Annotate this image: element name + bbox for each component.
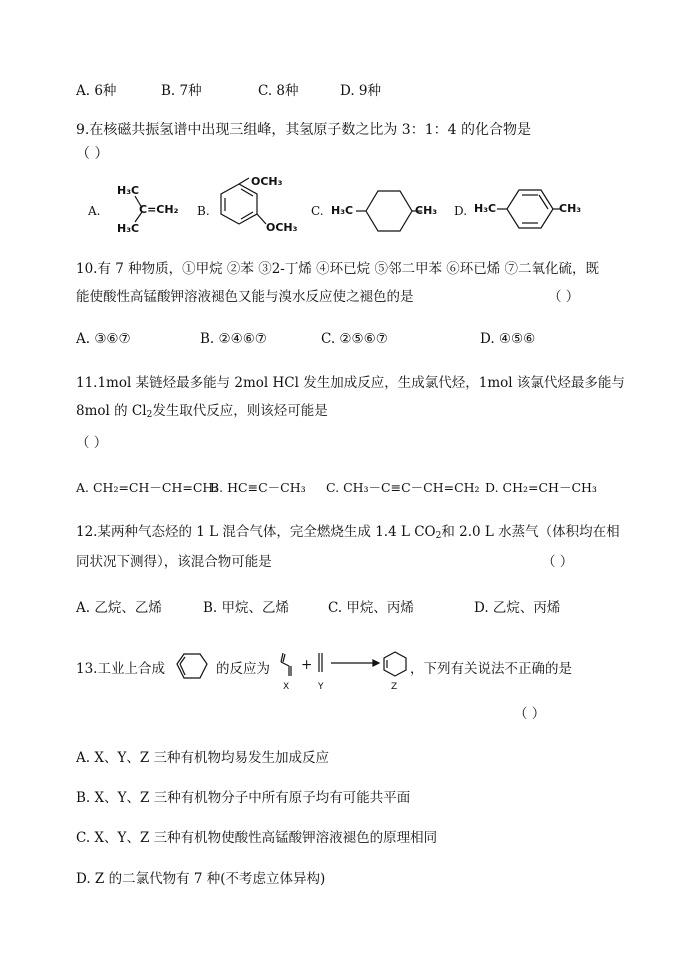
q9-a-bonds: [130, 190, 160, 230]
q11-stem-line1: 11.1mol 某链烃最多能与 2mol HCl 发生加成反应，生成氯代烃，1mol 该氯代烃最多能与: [76, 375, 625, 391]
q9-label-c: C.: [311, 204, 324, 218]
q9-a-ch3-bottom: H₃C: [117, 222, 140, 235]
q12-option-c: C. 甲烷、丙烯: [328, 600, 414, 616]
q13-option-d: D. Z 的二氯代物有 7 种(不考虑立体异构): [76, 871, 326, 887]
q9-c-ch3-right: CH₃: [415, 204, 438, 217]
q10-option-b: B. ②④⑥⑦: [200, 331, 267, 347]
q13-ethylene-y-icon: [315, 650, 327, 680]
q9-c-ch3-left: H₃C: [331, 204, 354, 217]
q9-label-d: D.: [454, 204, 468, 218]
q12-option-a: A. 乙烷、乙烯: [76, 600, 162, 616]
q13-plus-sign: +: [301, 657, 313, 673]
q13-butadiene-x-icon: [278, 650, 298, 680]
q13-stem-pre: 13.工业上合成: [76, 661, 165, 677]
q11-option-c: C. CH₃－C≡C－CH=CH₂: [326, 480, 480, 495]
q13-option-c: C. X、Y、Z 三种有机物使酸性高锰酸钾溶液褪色的原理相同: [76, 830, 438, 846]
q13-stem-mid: 的反应为: [216, 661, 270, 677]
q10-option-a: A. ③⑥⑦: [76, 331, 131, 347]
q8-option-b: B. 7种: [161, 83, 202, 99]
q8-option-a: A. 6种: [76, 83, 117, 99]
q13-stem-post: ，下列有关说法不正确的是: [410, 661, 572, 677]
q10-answer-paren: （ ）: [548, 289, 580, 305]
q11-option-d: D. CH₂=CH－CH₃: [485, 480, 597, 495]
q9-b-och3-bottom: OCH₃: [266, 221, 298, 234]
q13-label-y: Y: [318, 682, 324, 692]
q10-stem-line1: 10.有 7 种物质，①甲烷 ②苯 ③2-丁烯 ④环已烷 ⑤邻二甲苯 ⑥环已烯 ⑦二氧化硫，既: [76, 261, 600, 277]
q13-label-x: X: [283, 682, 290, 692]
q13-answer-paren: （ ）: [514, 706, 546, 722]
q9-d-ch3-right: CH₃: [559, 202, 582, 215]
q11-stem-line2: 8mol 的 $Cl_2$发生取代反应，则该烃可能是: [76, 403, 328, 420]
q12-option-d: D. 乙烷、丙烯: [474, 600, 561, 616]
q13-cyclohexene-z-icon: [382, 650, 412, 680]
q13-reaction-arrow-icon: [331, 657, 381, 669]
q11-option-b: B. HC≡C－CH₃: [210, 480, 306, 495]
q10-option-c: C. ②⑤⑥⑦: [321, 331, 388, 347]
q9-label-b: B.: [197, 204, 210, 218]
q8-option-d: D. 9种: [340, 83, 382, 99]
q8-option-c: C. 8种: [258, 83, 299, 99]
q9-a-ch3-top: H₃C: [117, 184, 140, 197]
q12-option-b: B. 甲烷、乙烯: [203, 600, 290, 616]
q13-cyclohexene-icon: [172, 650, 212, 690]
q12-stem-line1: 12.某两种气态烃的 1 L 混合气体，完全燃烧生成 1.4 L $CO_2$和 2.0 L 水蒸气（体积均在相: [76, 524, 620, 541]
q10-stem-line2: 能使酸性高锰酸钾溶液褪色又能与溴水反应使之褪色的是: [76, 289, 414, 305]
q9-label-a: A.: [88, 204, 101, 218]
q9-d-ch3-left: H₃C: [474, 202, 497, 215]
q9-b-och3-top: OCH₃: [251, 175, 283, 188]
q13-label-z: Z: [391, 682, 398, 692]
q9-a-alkene: C=CH₂: [139, 203, 179, 216]
q9-stem: 9.在核磁共振氢谱中出现三组峰，其氢原子数之比为 3：1：4 的化合物是: [76, 122, 531, 138]
q10-option-d: D. ④⑤⑥: [480, 331, 536, 347]
q12-answer-paren: （ ）: [542, 554, 574, 570]
q11-option-a: A. CH₂=CH－CH=CH₂: [76, 480, 219, 495]
q13-option-a: A. X、Y、Z 三种有机物均易发生加成反应: [76, 750, 330, 766]
q13-option-b: B. X、Y、Z 三种有机物分子中所有原子均有可能共平面: [76, 790, 411, 806]
q12-stem-line2: 同状况下测得），该混合物可能是: [76, 554, 272, 570]
q11-answer-paren: （ ）: [76, 435, 108, 451]
q9-answer-paren: （ ）: [76, 146, 109, 162]
